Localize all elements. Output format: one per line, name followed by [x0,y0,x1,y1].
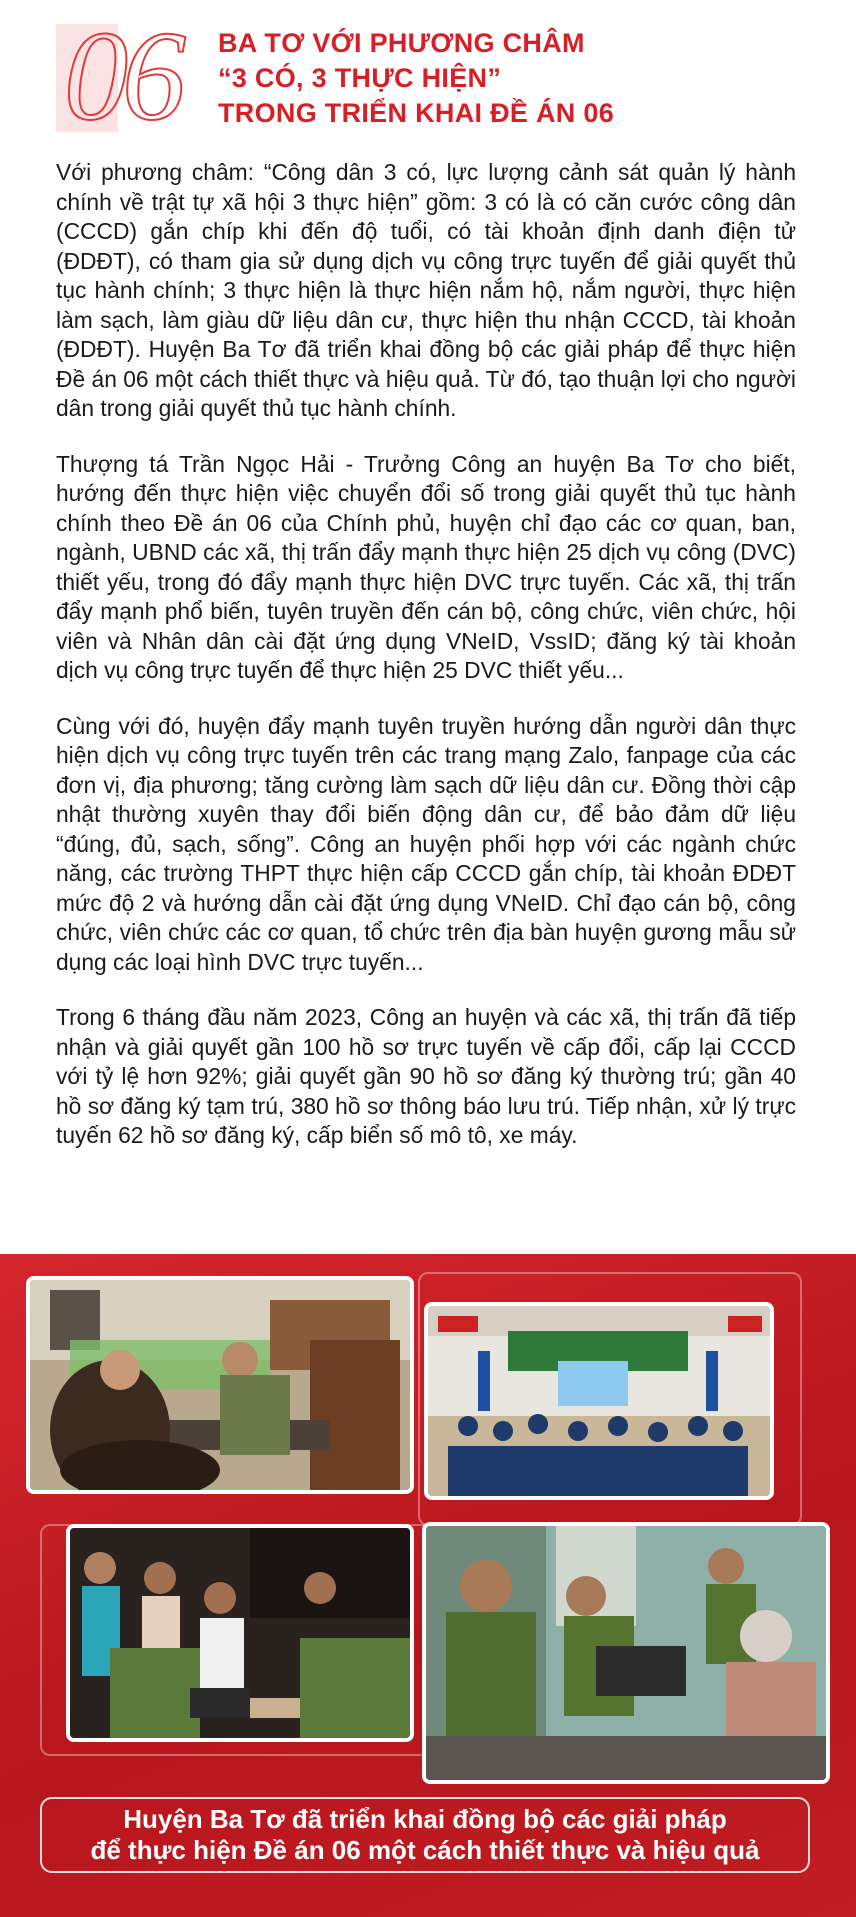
caption-line-1: Huyện Ba Tơ đã triển khai đồng bộ các giải pháp [123,1804,727,1834]
title-line-2: “3 CÓ, 3 THỰC HIỆN” [218,63,502,93]
paragraph-4: Trong 6 tháng đầu năm 2023, Công an huyện và các xã, thị trấn đã tiếp nhận và giải quyết gần 100 hồ sơ trực tuyến về cấp đổi, cấp lại CCCD với tỷ lệ hơn 92%; giải quyết gần 90 hồ sơ đăng ký thường trú; gần 40 hồ sơ đăng ký tạm trú, 380 hồ sơ thông báo lưu trú. Tiếp nhận, xử lý trực tuyến 62 hồ sơ đăng ký, cấp biển số mô tô, xe máy. [56,1004,796,1148]
photo-officer-with-family-image [30,1280,410,1490]
article-body [56,158,796,1177]
title-line-3: TRONG TRIỂN KHAI ĐỀ ÁN 06 [218,98,615,128]
photo-officers-with-elder [422,1522,830,1784]
title-line-1: BA TƠ VỚI PHƯƠNG CHÂM [218,28,585,58]
article-header [0,0,856,150]
photo-officer-with-family [26,1276,414,1494]
paragraph-3: Cùng với đó, huyện đẩy mạnh tuyên truyền hướng dẫn người dân thực hiện dịch vụ công trực tuyến trên các trang mạng Zalo, fanpage của các đơn vị, địa phương; tăng cường làm sạch dữ liệu dân cư. Đồng thời cập nhật thường xuyên thay đổi biến động dân cư, để bảo đảm dữ liệu “đúng, đủ, sạch, sống”. Công an huyện phối hợp với các ngành chức năng, các trường THPT thực hiện cấp CCCD gắn chíp, tài khoản ĐDĐT mức độ 2 và hướng dẫn cài đặt ứng dụng VNeID. Chỉ đạo cán bộ, công chức, viên chức các cơ quan, tổ chức trên địa bàn huyện gương mẫu sử dụng các loại hình DVC trực tuyến... [56,712,796,975]
photo-officers-with-elder-image [426,1526,826,1780]
photo-night-registration-image [70,1528,410,1738]
caption-line-2: để thực hiện Đề án 06 một cách thiết thực và hiệu quả [90,1835,760,1865]
photo-night-registration [66,1524,414,1742]
article-title [218,26,614,131]
photo-collage-section [0,1254,856,1917]
caption-text [42,1799,808,1866]
photo-meeting-hall [424,1302,774,1500]
paragraph-2: Thượng tá Trần Ngọc Hải - Trưởng Công an huyện Ba Tơ cho biết, hướng đến thực hiện việc chuyển đổi số trong giải quyết thủ tục hành chính theo Đề án 06 của Chính phủ, huyện chỉ đạo các cơ quan, ban, ngành, UBND các xã, thị trấn đẩy mạnh thực hiện 25 dịch vụ công (DVC) thiết yếu, trong đó đẩy mạnh thực hiện DVC trực tuyến. Các xã, thị trấn đẩy mạnh phổ biến, tuyên truyền đến cán bộ, công chức, viên chức, hội viên và Nhân dân cài đặt ứng dụng VNeID, VssID; đăng ký tài khoản dịch vụ công trực tuyến để thực hiện 25 DVC thiết yếu... [56,450,796,683]
photo-caption [40,1797,810,1873]
section-number: 06 [64,5,180,147]
paragraph-1: Với phương châm: “Công dân 3 có, lực lượng cảnh sát quản lý hành chính về trật tự xã hội 3 thực hiện” gồm: 3 có là có căn cước công dân (CCCD) gắn chíp khi đến độ tuổi, có tài khoản định danh điện tử (ĐDĐT), có tham gia sử dụng dịch vụ công trực tuyến để giải quyết thủ tục hành chính; 3 thực hiện là thực hiện nắm hộ, nắm người, thực hiện làm sạch, làm giàu dữ liệu dân cư, thực hiện thu nhận CCCD, tài khoản (ĐDĐT). Huyện Ba Tơ đã triển khai đồng bộ các giải pháp để thực hiện Đề án 06 một cách thiết thực và hiệu quả. Từ đó, tạo thuận lợi cho người dân trong giải quyết thủ tục hành chính. [56,159,796,421]
photo-meeting-hall-image [428,1306,770,1496]
